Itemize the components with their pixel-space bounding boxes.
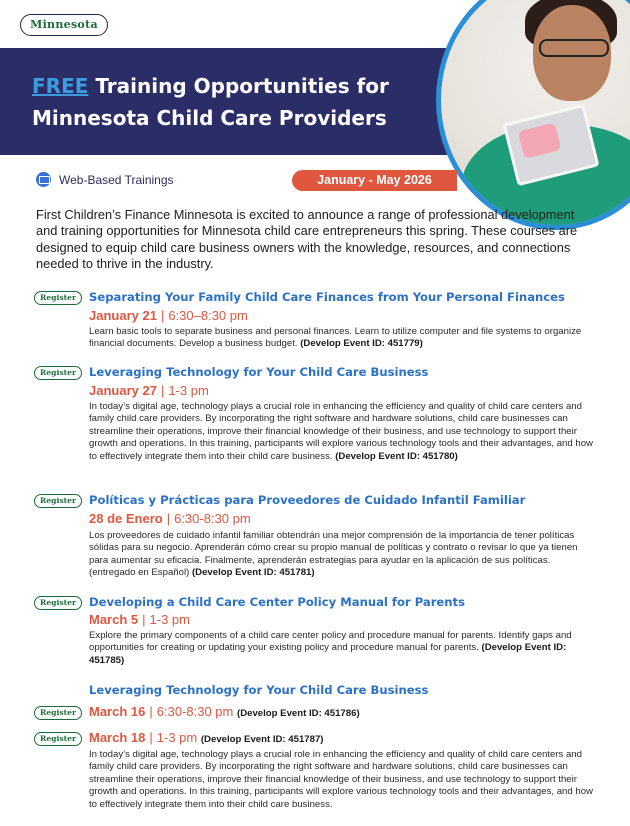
- register-button[interactable]: Register: [34, 732, 82, 746]
- session-title[interactable]: Developing a Child Care Center Policy Manual for Parents: [89, 595, 465, 609]
- free-label: FREE: [32, 74, 89, 98]
- register-button[interactable]: Register: [34, 706, 82, 720]
- session-title[interactable]: Leveraging Technology for Your Child Care Business: [89, 683, 429, 697]
- provider-photo: [436, 0, 630, 230]
- header-banner: [0, 48, 470, 155]
- session-description: In today’s digital age, technology plays a crucial role in enhancing the efficiency and quality of child care centers and family child care providers. By incorporating the right software and hardware solutions, child care businesses can streamline their operations, improve their financial knowledge of their business, and use technology to support their growth and operations. In this training, participants will explore various technology tools and their advantages, and how to effectively integrate them into their child care business. (Develop Event ID: 451780): [89, 401, 593, 462]
- laptop-icon: [36, 172, 51, 187]
- session-date: January 21 | 6:30–8:30 pm: [89, 308, 248, 323]
- register-button[interactable]: Register: [34, 366, 82, 380]
- session-date: January 27 | 1-3 pm: [89, 383, 209, 398]
- session-date: March 5 | 1-3 pm: [89, 612, 190, 627]
- session-title[interactable]: Separating Your Family Child Care Finances from Your Personal Finances: [89, 290, 565, 304]
- intro-paragraph: First Children’s Finance Minnesota is excited to announce a range of professional development and training opportunities for Minnesota child care entrepreneurs this spring. These courses are designed to equip child care business owners with the knowledge, resources, and connections needed to thrive in the industry.: [36, 207, 578, 272]
- register-button[interactable]: Register: [34, 291, 82, 305]
- session-title[interactable]: Políticas y Prácticas para Proveedores de Cuidado Infantil Familiar: [89, 493, 526, 507]
- web-based-label: [36, 172, 174, 187]
- session-title[interactable]: Leveraging Technology for Your Child Care Business: [89, 365, 429, 379]
- title-text: Training Opportunities for Minnesota Child Care Providers: [32, 74, 389, 130]
- session-description: In today’s digital age, technology plays a crucial role in enhancing the efficiency and quality of child care centers and family child care providers. By incorporating the right software and hardware solutions, child care businesses can streamline their operations, improve their financial knowledge of their business, and use technology to support their growth and operations. In this training, participants will explore various technology tools and their advantages, and how to effectively integrate them into their child care business.: [89, 749, 593, 810]
- session-date: 28 de Enero | 6:30-8:30 pm: [89, 511, 251, 526]
- session-date: March 16 | 6:30-8:30 pm (Develop Event ID: 451786): [89, 704, 360, 719]
- register-button[interactable]: Register: [34, 494, 82, 508]
- date-range-badge: January - May 2026: [292, 170, 457, 191]
- state-label: Minnesota: [20, 14, 108, 36]
- session-description: Learn basic tools to separate business and personal finances. Learn to utilize computer and file systems to organize financial documents. Develop a business budget. (Develop Event ID: 451779): [89, 326, 582, 350]
- register-button[interactable]: Register: [34, 596, 82, 610]
- session-description: Los proveedores de cuidado infantil familiar obtendrán una mejor comprensión de la importancia de tener políticas sólidas para su negocio. Aprenderán cómo crear su propio manual de políticas y contrato o revisar lo que ya tienen para aumentar su eficacia. Finalmente, aprenderán estrategias para ayudar en la aplicación de sus políticas. (entregado en Español) (Develop Event ID: 451781): [89, 530, 578, 579]
- session-date: March 18 | 1-3 pm (Develop Event ID: 451787): [89, 730, 324, 745]
- page-title: [32, 70, 452, 134]
- web-based-text: Web-Based Trainings: [59, 172, 174, 187]
- session-description: Explore the primary components of a child care center policy and procedure manual for parents. Identify gaps and opportunities for creating or updating your existing policy and procedure manual for parents. (Develop Event ID: 451785): [89, 630, 572, 666]
